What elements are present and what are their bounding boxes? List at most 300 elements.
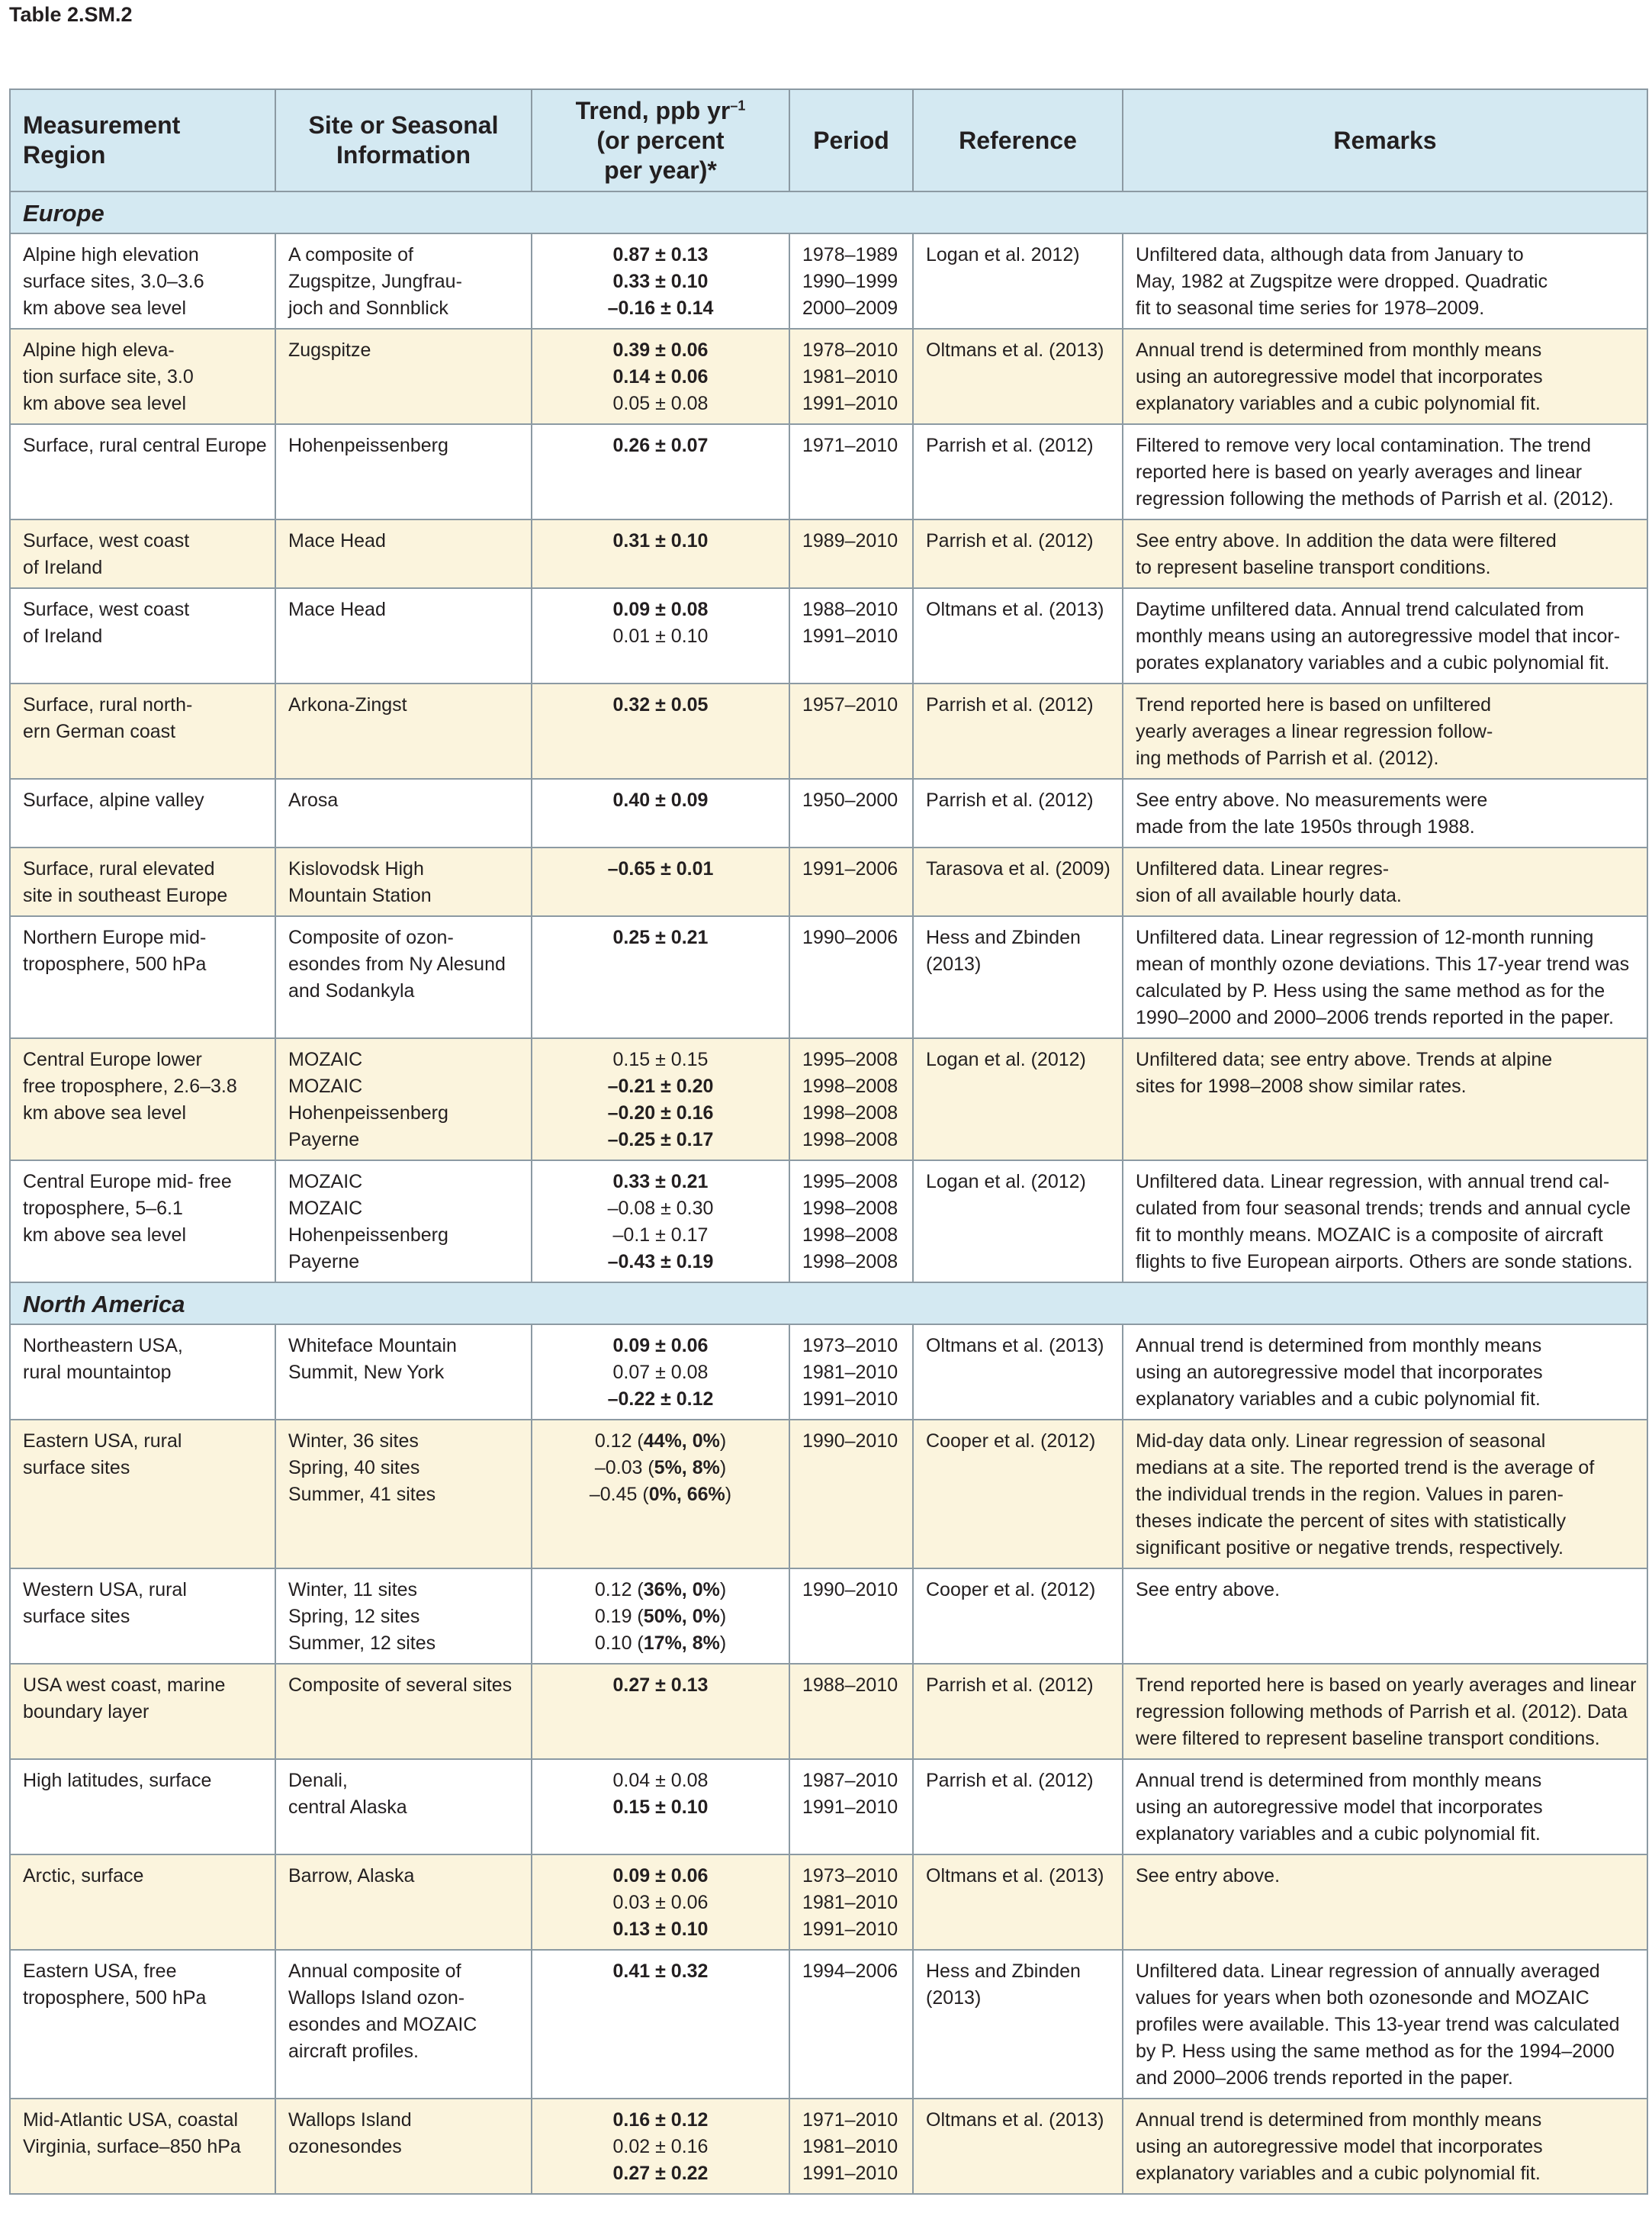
region-line: surface sites <box>23 1457 130 1478</box>
site-line: Spring, 40 sites <box>288 1457 420 1478</box>
cell-reference <box>913 424 1123 519</box>
cell-reference <box>913 2099 1123 2194</box>
reference-line: Parrish et al. (2012) <box>926 435 1094 456</box>
trend-value: –0.43 ± 0.19 <box>607 1251 714 1272</box>
reference-line: Hess and Zbinden <box>926 927 1081 948</box>
cell-region <box>10 1759 275 1854</box>
trend-value: 0.09 ± 0.08 <box>612 599 709 620</box>
site-line: Summit, New York <box>288 1362 445 1383</box>
region-line: surface sites <box>23 1606 130 1627</box>
period-line: 1990–2010 <box>802 1579 898 1600</box>
period-line: 1991–2010 <box>802 2163 898 2184</box>
remarks-line: flights to five European airports. Others are sonde stations. <box>1136 1251 1633 1272</box>
remarks-line: regression following the methods of Parrish et al. (2012). <box>1136 488 1614 510</box>
region-line: troposphere, 500 hPa <box>23 954 207 975</box>
remarks-line: monthly means using an autoregressive model that incor- <box>1136 626 1621 647</box>
cell-region <box>10 848 275 916</box>
cell-trend <box>532 1038 789 1160</box>
remarks-line: medians at a site. The reported trend is the average of <box>1136 1457 1595 1478</box>
site-line: MOZAIC <box>288 1198 363 1219</box>
trend-value: 0.39 ± 0.06 <box>612 339 709 361</box>
trend-value: –0.25 ± 0.17 <box>607 1129 714 1150</box>
period-line: 1998–2008 <box>802 1102 898 1124</box>
cell-period <box>789 1420 913 1568</box>
cell-region <box>10 1324 275 1420</box>
period-line: 1991–2010 <box>802 626 898 647</box>
site-line: esondes and MOZAIC <box>288 2014 477 2035</box>
trend-value: 0.33 ± 0.10 <box>612 271 709 292</box>
reference-line: Logan et al. 2012) <box>926 244 1080 265</box>
table-row <box>10 848 1647 916</box>
cell-trend <box>532 1568 789 1664</box>
remarks-line: Trend reported here is based on unfiltered <box>1136 694 1492 716</box>
table-row <box>10 916 1647 1038</box>
remarks-line: theses indicate the percent of sites with statistically <box>1136 1510 1567 1532</box>
trend-value: 0.13 ± 0.10 <box>612 1919 709 1940</box>
reference-line: Oltmans et al. (2013) <box>926 599 1104 620</box>
site-line: Kislovodsk High <box>288 858 424 880</box>
cell-region <box>10 916 275 1038</box>
cell-period <box>789 424 913 519</box>
trend-value: 0.09 ± 0.06 <box>612 1865 709 1887</box>
cell-site <box>275 1950 532 2099</box>
cell-reference <box>913 233 1123 329</box>
site-line: Denali, <box>288 1770 348 1791</box>
region-line: Virginia, surface–850 hPa <box>23 2136 241 2157</box>
table-row <box>10 1038 1647 1160</box>
remarks-line: Mid-day data only. Linear regression of seasonal <box>1136 1430 1546 1452</box>
table-row <box>10 519 1647 588</box>
ozone-trend-table <box>9 88 1648 2195</box>
cell-trend <box>532 1664 789 1759</box>
cell-trend <box>532 424 789 519</box>
remarks-line: using an autoregressive model that incorporates <box>1136 2136 1543 2157</box>
reference-line: Parrish et al. (2012) <box>926 694 1094 716</box>
period-line: 1991–2010 <box>802 1919 898 1940</box>
reference-line: Oltmans et al. (2013) <box>926 1865 1104 1887</box>
remarks-line: calculated by P. Hess using the same method as for the <box>1136 980 1605 1002</box>
period-line: 1981–2010 <box>802 2136 898 2157</box>
region-line: Central Europe lower <box>23 1049 202 1070</box>
cell-site <box>275 588 532 684</box>
site-line: A composite of <box>288 244 413 265</box>
trend-value: 0.12 (36%, 0%) <box>594 1579 727 1600</box>
trend-value: 0.31 ± 0.10 <box>612 530 709 552</box>
cell-site <box>275 1854 532 1950</box>
remarks-line: made from the late 1950s through 1988. <box>1136 816 1475 838</box>
period-line: 1998–2008 <box>802 1129 898 1150</box>
table-row <box>10 588 1647 684</box>
cell-remarks <box>1123 1759 1647 1854</box>
remarks-line: Annual trend is determined from monthly means <box>1136 1770 1542 1791</box>
cell-period <box>789 916 913 1038</box>
region-line: Eastern USA, rural <box>23 1430 182 1452</box>
region-line: free troposphere, 2.6–3.8 <box>23 1076 237 1097</box>
remarks-line: fit to monthly means. MOZAIC is a composite of aircraft <box>1136 1224 1603 1246</box>
table-row <box>10 1160 1647 1282</box>
reference-line: Logan et al. (2012) <box>926 1171 1086 1192</box>
trend-value: 0.27 ± 0.22 <box>612 2163 709 2184</box>
remarks-line: explanatory variables and a cubic polynomial fit. <box>1136 2163 1541 2184</box>
cell-reference <box>913 848 1123 916</box>
cell-region <box>10 1160 275 1282</box>
cell-site <box>275 779 532 848</box>
cell-period <box>789 329 913 424</box>
region-line: km above sea level <box>23 1224 187 1246</box>
cell-site <box>275 1038 532 1160</box>
trend-value: 0.32 ± 0.05 <box>612 694 709 716</box>
cell-region <box>10 779 275 848</box>
reference-line: (2013) <box>926 1987 982 2009</box>
cell-region <box>10 1854 275 1950</box>
site-line: central Alaska <box>288 1796 407 1818</box>
cell-trend <box>532 1420 789 1568</box>
remarks-line: values for years when both ozonesonde and MOZAIC <box>1136 1987 1589 2009</box>
trend-value: 0.07 ± 0.08 <box>612 1362 709 1383</box>
cell-trend <box>532 779 789 848</box>
remarks-line: Unfiltered data; see entry above. Trends at alpine <box>1136 1049 1553 1070</box>
trend-value: –0.22 ± 0.12 <box>607 1388 714 1410</box>
region-line: troposphere, 500 hPa <box>23 1987 207 2009</box>
cell-site <box>275 1568 532 1664</box>
site-line: Composite of ozon- <box>288 927 454 948</box>
cell-reference <box>913 684 1123 779</box>
region-line: rural mountaintop <box>23 1362 172 1383</box>
trend-value: 0.04 ± 0.08 <box>612 1770 709 1791</box>
cell-region <box>10 424 275 519</box>
reference-line: Logan et al. (2012) <box>926 1049 1086 1070</box>
remarks-line: ing methods of Parrish et al. (2012). <box>1136 748 1439 769</box>
remarks-line: Annual trend is determined from monthly means <box>1136 2109 1542 2131</box>
trend-header-line3: per year)* <box>604 156 717 184</box>
cell-site <box>275 1664 532 1759</box>
cell-reference <box>913 1420 1123 1568</box>
col-header-remarks: Remarks <box>1123 89 1647 191</box>
site-line: Hohenpeissenberg <box>288 1224 448 1246</box>
remarks-line: porates explanatory variables and a cubic polynomial fit. <box>1136 652 1610 674</box>
site-line: Mace Head <box>288 599 386 620</box>
remarks-line: reported here is based on yearly averages and linear <box>1136 462 1583 483</box>
region-line: Central Europe mid- free <box>23 1171 232 1192</box>
region-line: Alpine high eleva- <box>23 339 175 361</box>
site-line: ozonesondes <box>288 2136 402 2157</box>
cell-site <box>275 233 532 329</box>
site-line: Wallops Island <box>288 2109 412 2131</box>
trend-value: 0.40 ± 0.09 <box>612 790 709 811</box>
remarks-line: 1990–2000 and 2000–2006 trends reported in the paper. <box>1136 1007 1614 1028</box>
trend-value: 0.87 ± 0.13 <box>612 244 709 265</box>
remarks-line: Unfiltered data, although data from January to <box>1136 244 1524 265</box>
cell-remarks <box>1123 1160 1647 1282</box>
region-line: km above sea level <box>23 1102 187 1124</box>
cell-reference <box>913 1664 1123 1759</box>
trend-header-line1: Trend, ppb yr <box>575 96 731 124</box>
cell-trend <box>532 848 789 916</box>
remarks-line: Annual trend is determined from monthly means <box>1136 1335 1542 1356</box>
table-row <box>10 1568 1647 1664</box>
period-line: 1988–2010 <box>802 1674 898 1696</box>
region-line: Northern Europe mid- <box>23 927 207 948</box>
trend-value: 0.25 ± 0.21 <box>612 927 709 948</box>
remarks-line: using an autoregressive model that incorporates <box>1136 1362 1543 1383</box>
trend-value: 0.03 ± 0.06 <box>612 1892 709 1913</box>
header-row <box>10 89 1647 191</box>
reference-line: Parrish et al. (2012) <box>926 530 1094 552</box>
trend-value: 0.26 ± 0.07 <box>612 435 709 456</box>
site-line: Payerne <box>288 1251 360 1272</box>
remarks-line: Unfiltered data. Linear regression, with annual trend cal- <box>1136 1171 1610 1192</box>
cell-region <box>10 588 275 684</box>
period-line: 1994–2006 <box>802 1960 898 1982</box>
cell-reference <box>913 1759 1123 1854</box>
cell-period <box>789 1759 913 1854</box>
remarks-line: explanatory variables and a cubic polynomial fit. <box>1136 393 1541 414</box>
cell-remarks <box>1123 2099 1647 2194</box>
remarks-line: culated from four seasonal trends; trends and annual cycle <box>1136 1198 1631 1219</box>
region-line: tion surface site, 3.0 <box>23 366 194 388</box>
cell-site <box>275 916 532 1038</box>
cell-remarks <box>1123 1568 1647 1664</box>
cell-reference <box>913 1950 1123 2099</box>
table-row <box>10 1950 1647 2099</box>
site-line: Winter, 36 sites <box>288 1430 419 1452</box>
cell-region <box>10 1568 275 1664</box>
section-title: Europe <box>10 191 1647 233</box>
remarks-line: Unfiltered data. Linear regres- <box>1136 858 1390 880</box>
table-row <box>10 233 1647 329</box>
region-line: ern German coast <box>23 721 176 742</box>
remarks-line: Unfiltered data. Linear regression of 12-month running <box>1136 927 1594 948</box>
region-line: Northeastern USA, <box>23 1335 183 1356</box>
site-line: Zugspitze <box>288 339 371 361</box>
region-line: Western USA, rural <box>23 1579 187 1600</box>
remarks-line: See entry above. <box>1136 1579 1281 1600</box>
cell-reference <box>913 1854 1123 1950</box>
remarks-line: explanatory variables and a cubic polynomial fit. <box>1136 1823 1541 1845</box>
cell-remarks <box>1123 1950 1647 2099</box>
cell-trend <box>532 329 789 424</box>
cell-period <box>789 1950 913 2099</box>
cell-region <box>10 684 275 779</box>
site-line: Arosa <box>288 790 339 811</box>
period-line: 1998–2008 <box>802 1251 898 1272</box>
reference-line: Cooper et al. (2012) <box>926 1579 1096 1600</box>
site-line: Barrow, Alaska <box>288 1865 415 1887</box>
table-row <box>10 2099 1647 2194</box>
period-line: 2000–2009 <box>802 298 898 319</box>
period-line: 1971–2010 <box>802 2109 898 2131</box>
trend-value: 0.12 (44%, 0%) <box>594 1430 727 1452</box>
period-line: 1991–2010 <box>802 393 898 414</box>
region-line: of Ireland <box>23 557 103 578</box>
remarks-line: mean of monthly ozone deviations. This 17-year trend was <box>1136 954 1630 975</box>
remarks-line: and 2000–2006 trends reported in the paper. <box>1136 2067 1513 2089</box>
period-line: 1998–2008 <box>802 1224 898 1246</box>
cell-period <box>789 233 913 329</box>
cell-reference <box>913 329 1123 424</box>
cell-period <box>789 588 913 684</box>
cell-remarks <box>1123 1038 1647 1160</box>
remarks-line: sites for 1998–2008 show similar rates. <box>1136 1076 1467 1097</box>
trend-value: 0.10 (17%, 8%) <box>594 1632 727 1654</box>
cell-period <box>789 1160 913 1282</box>
remarks-line: using an autoregressive model that incorporates <box>1136 366 1543 388</box>
cell-region <box>10 1664 275 1759</box>
remarks-line: yearly averages a linear regression follow- <box>1136 721 1493 742</box>
cell-trend <box>532 233 789 329</box>
remarks-line: significant positive or negative trends, respectively. <box>1136 1537 1564 1558</box>
cell-reference <box>913 1038 1123 1160</box>
period-line: 1981–2010 <box>802 366 898 388</box>
remarks-line: fit to seasonal time series for 1978–2009. <box>1136 298 1485 319</box>
trend-value: –0.20 ± 0.16 <box>607 1102 714 1124</box>
region-line: surface sites, 3.0–3.6 <box>23 271 204 292</box>
cell-reference <box>913 779 1123 848</box>
trend-value: 0.16 ± 0.12 <box>612 2109 709 2131</box>
cell-remarks <box>1123 329 1647 424</box>
cell-remarks <box>1123 519 1647 588</box>
cell-trend <box>532 684 789 779</box>
region-line: troposphere, 5–6.1 <box>23 1198 183 1219</box>
period-line: 1990–1999 <box>802 271 898 292</box>
cell-site <box>275 1420 532 1568</box>
trend-value: –0.65 ± 0.01 <box>607 858 714 880</box>
table-title: Table 2.SM.2 <box>9 3 133 26</box>
cell-remarks <box>1123 848 1647 916</box>
period-line: 1998–2008 <box>802 1076 898 1097</box>
trend-value: 0.15 ± 0.10 <box>612 1796 709 1818</box>
region-line: site in southeast Europe <box>23 885 228 906</box>
cell-trend <box>532 1759 789 1854</box>
period-line: 1981–2010 <box>802 1362 898 1383</box>
trend-value: –0.45 (0%, 66%) <box>589 1484 732 1505</box>
cell-remarks <box>1123 779 1647 848</box>
cell-reference <box>913 519 1123 588</box>
reference-line: Parrish et al. (2012) <box>926 1674 1094 1696</box>
cell-site <box>275 1160 532 1282</box>
cell-remarks <box>1123 1854 1647 1950</box>
reference-line: Tarasova et al. (2009) <box>926 858 1110 880</box>
site-line: Composite of several sites <box>288 1674 513 1696</box>
period-line: 1991–2010 <box>802 1796 898 1818</box>
remarks-line: Annual trend is determined from monthly means <box>1136 339 1542 361</box>
cell-remarks <box>1123 1664 1647 1759</box>
remarks-line: regression following methods of Parrish et al. (2012). Data <box>1136 1701 1628 1722</box>
cell-period <box>789 2099 913 2194</box>
trend-value: –0.16 ± 0.14 <box>607 298 714 319</box>
cell-remarks <box>1123 684 1647 779</box>
col-header-reference: Reference <box>913 89 1123 191</box>
cell-region <box>10 1420 275 1568</box>
remarks-line: to represent baseline transport conditions. <box>1136 557 1491 578</box>
trend-value: 0.05 ± 0.08 <box>612 393 709 414</box>
site-line: Summer, 41 sites <box>288 1484 436 1505</box>
cell-site <box>275 1324 532 1420</box>
table-row <box>10 1759 1647 1854</box>
site-line: Mountain Station <box>288 885 432 906</box>
cell-site <box>275 848 532 916</box>
cell-site <box>275 684 532 779</box>
trend-value: 0.01 ± 0.10 <box>612 626 709 647</box>
cell-region <box>10 233 275 329</box>
period-line: 1995–2008 <box>802 1049 898 1070</box>
table-row <box>10 779 1647 848</box>
site-line: Payerne <box>288 1129 360 1150</box>
table-row <box>10 1420 1647 1568</box>
period-line: 1950–2000 <box>802 790 898 811</box>
remarks-line: Unfiltered data. Linear regression of annually averaged <box>1136 1960 1600 1982</box>
site-line: esondes from Ny Alesund <box>288 954 506 975</box>
region-line: Surface, rural central Europe <box>23 435 267 456</box>
trend-value: –0.1 ± 0.17 <box>612 1224 709 1246</box>
trend-value: –0.08 ± 0.30 <box>607 1198 714 1219</box>
region-line: Eastern USA, free <box>23 1960 177 1982</box>
reference-line: Oltmans et al. (2013) <box>926 1335 1104 1356</box>
region-line: Arctic, surface <box>23 1865 144 1887</box>
period-line: 1987–2010 <box>802 1770 898 1791</box>
region-line: High latitudes, surface <box>23 1770 212 1791</box>
col-header-trend <box>532 89 789 191</box>
cell-reference <box>913 1568 1123 1664</box>
cell-remarks <box>1123 233 1647 329</box>
period-line: 1989–2010 <box>802 530 898 552</box>
cell-period <box>789 1038 913 1160</box>
period-line: 1973–2010 <box>802 1335 898 1356</box>
cell-site <box>275 519 532 588</box>
cell-region <box>10 519 275 588</box>
col-header-site: Site or Seasonal Information <box>275 89 532 191</box>
trend-header-line2: (or percent <box>596 126 725 154</box>
reference-line: Oltmans et al. (2013) <box>926 339 1104 361</box>
remarks-line: profiles were available. This 13-year trend was calculated <box>1136 2014 1620 2035</box>
site-line: MOZAIC <box>288 1076 363 1097</box>
region-line: km above sea level <box>23 298 187 319</box>
cell-remarks <box>1123 588 1647 684</box>
period-line: 1991–2006 <box>802 858 898 880</box>
cell-trend <box>532 588 789 684</box>
site-line: Summer, 12 sites <box>288 1632 436 1654</box>
site-line: Arkona-Zingst <box>288 694 407 716</box>
cell-remarks <box>1123 916 1647 1038</box>
remarks-line: Trend reported here is based on yearly averages and linear <box>1136 1674 1637 1696</box>
trend-value: 0.41 ± 0.32 <box>612 1960 709 1982</box>
cell-reference <box>913 916 1123 1038</box>
remarks-line: May, 1982 at Zugspitze were dropped. Quadratic <box>1136 271 1548 292</box>
cell-trend <box>532 1950 789 2099</box>
cell-period <box>789 1854 913 1950</box>
site-line: Zugspitze, Jungfrau- <box>288 271 462 292</box>
site-line: Wallops Island ozon- <box>288 1987 465 2009</box>
remarks-line: Daytime unfiltered data. Annual trend calculated from <box>1136 599 1584 620</box>
remarks-line: using an autoregressive model that incorporates <box>1136 1796 1543 1818</box>
period-line: 1998–2008 <box>802 1198 898 1219</box>
table-row <box>10 1664 1647 1759</box>
trend-value: –0.21 ± 0.20 <box>607 1076 714 1097</box>
site-line: Mace Head <box>288 530 386 552</box>
period-line: 1957–2010 <box>802 694 898 716</box>
period-line: 1990–2006 <box>802 927 898 948</box>
site-line: aircraft profiles. <box>288 2041 419 2062</box>
reference-line: (2013) <box>926 954 982 975</box>
table-row <box>10 1324 1647 1420</box>
table-row <box>10 684 1647 779</box>
remarks-line: See entry above. No measurements were <box>1136 790 1488 811</box>
period-line: 1990–2010 <box>802 1430 898 1452</box>
site-line: Annual composite of <box>288 1960 461 1982</box>
section-row <box>10 1282 1647 1324</box>
cell-trend <box>532 916 789 1038</box>
site-line: Hohenpeissenberg <box>288 435 448 456</box>
